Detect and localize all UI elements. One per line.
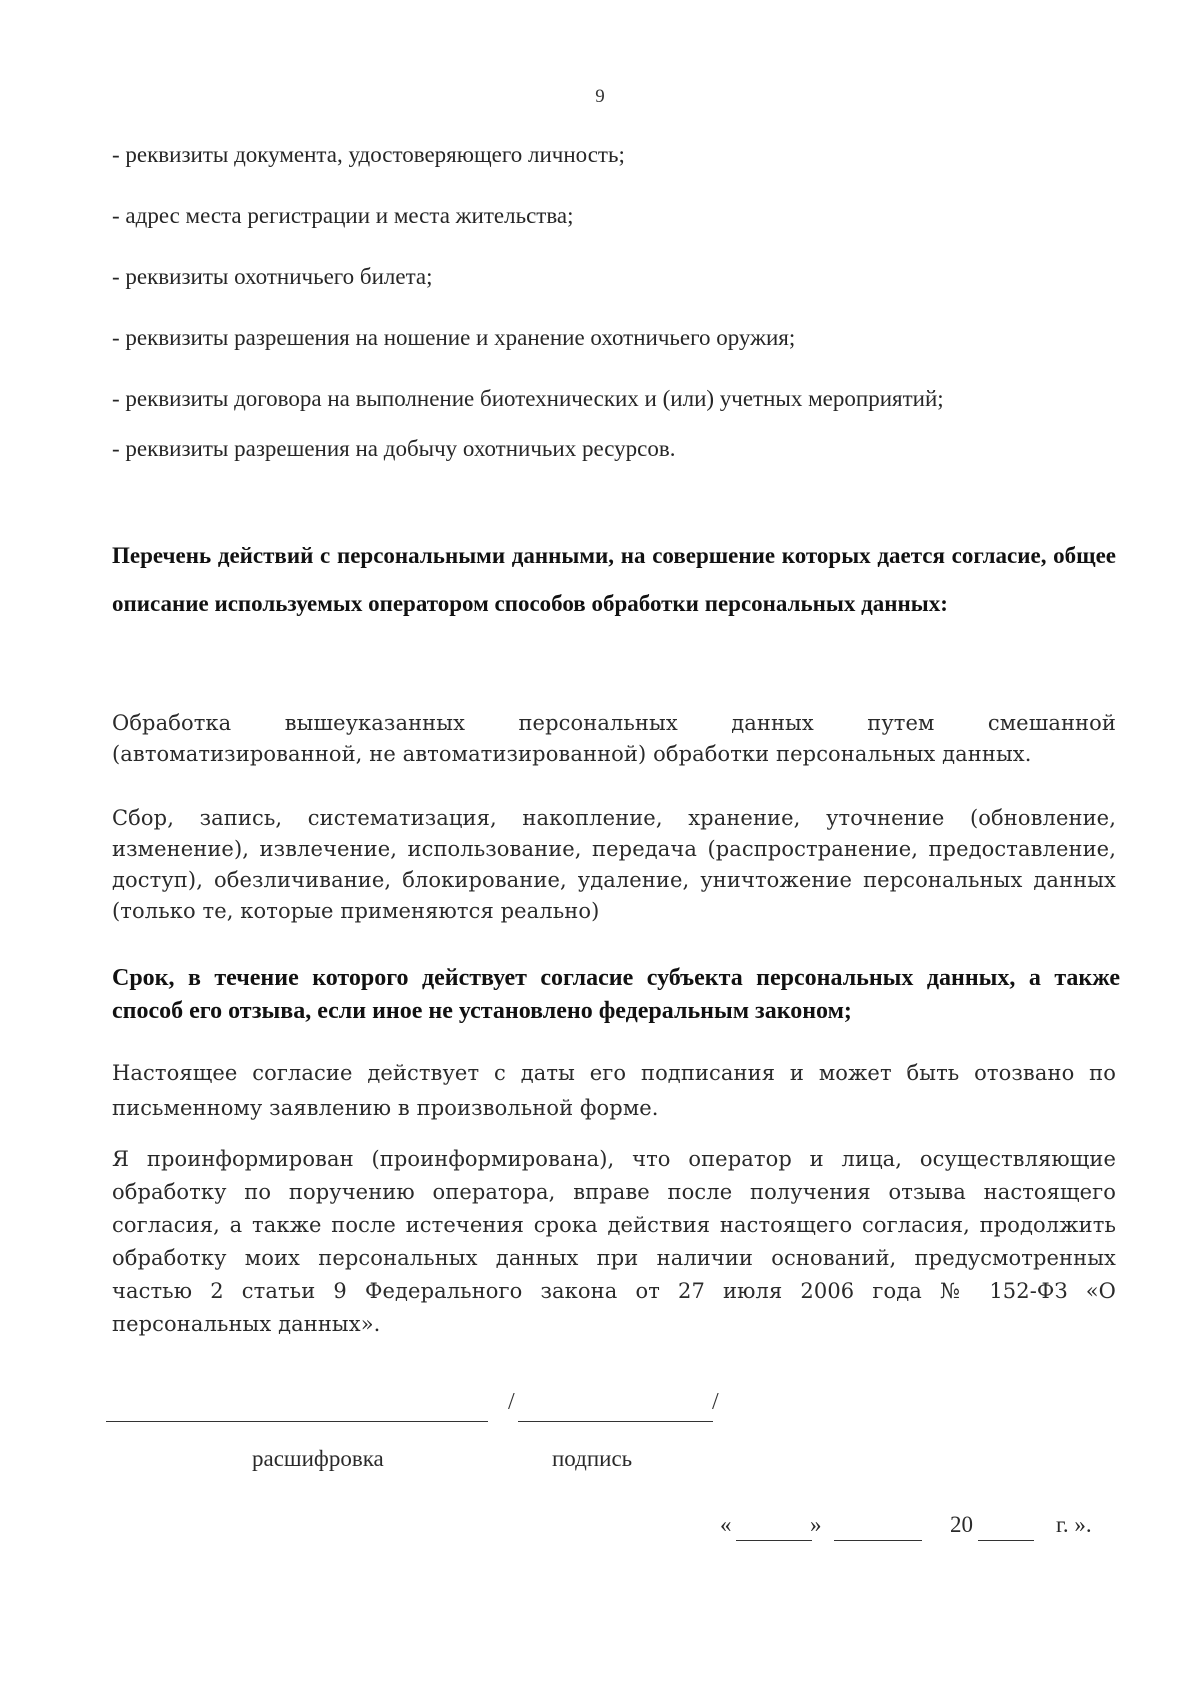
paragraph-informed: Я проинформирован (проинформирована), что оператор и лица, осуществляющие обработку по поручению оператора, вправе после получения отзыва настоящего согласия, а также после истечения срока действия настоящего согласия, продолжить обработку моих персональных данных при наличии оснований, предусмотренных частью 2 статьи 9 Федерального закона от 27 июля 2006 года № 152-ФЗ «О персональных данных». xyxy=(112,1147,1116,1336)
date-line xyxy=(720,1512,1120,1552)
date-year-blank xyxy=(978,1540,1034,1541)
list-item: - адрес места регистрации и места жительства; xyxy=(112,203,574,228)
date-close-quote: » xyxy=(810,1512,822,1537)
list-item: - реквизиты разрешения на ношение и хранение охотничьего оружия; xyxy=(112,325,796,350)
signature-slash-left: / xyxy=(508,1389,515,1415)
page-number: 9 xyxy=(595,86,605,107)
signature-line xyxy=(518,1421,713,1422)
list-item: - реквизиты охотничьего билета; xyxy=(112,264,433,289)
heading-term: Срок, в течение которого действует согласие субъекта персональных данных, а также способ его отзыва, если иное не установлено федеральным законом; xyxy=(112,965,1120,1024)
date-suffix: г. ». xyxy=(1056,1512,1092,1537)
date-open-quote: « xyxy=(720,1512,732,1537)
caption-signature: подпись xyxy=(552,1446,633,1471)
list-item: - реквизиты договора на выполнение биотехнических и (или) учетных мероприятий; xyxy=(112,386,944,411)
list-item: - реквизиты разрешения на добычу охотничьих ресурсов. xyxy=(112,436,676,461)
caption-decoding: расшифровка xyxy=(252,1446,384,1471)
paragraph-term: Настоящее согласие действует с даты его подписания и может быть отозвано по письменному заявлению в произвольной форме. xyxy=(112,1061,1116,1120)
list-item: - реквизиты документа, удостоверяющего личность; xyxy=(112,142,625,167)
date-month-blank xyxy=(834,1540,922,1541)
date-year-prefix: 20 xyxy=(950,1512,973,1537)
decoding-line xyxy=(106,1421,488,1422)
personal-data-list xyxy=(112,138,1112,466)
paragraph-processing: Обработка вышеуказанных персональных данных путем смешанной (автоматизированной, не автоматизированной) обработки персональных данных. xyxy=(112,711,1116,766)
paragraph-actions: Сбор, запись, систематизация, накопление, хранение, уточнение (обновление, изменение), извлечение, использование, передача (распространение, предоставление, доступ), обезличивание, блокирование, удаление, уничтожение персональных данных (только те, которые применяются реально) xyxy=(112,806,1116,923)
date-day-blank xyxy=(736,1540,812,1541)
heading-actions: Перечень действий с персональными данными, на совершение которых дается согласие, общее описание используемых оператором способов обработки персональных данных: xyxy=(112,543,1116,616)
signature-slash-right: / xyxy=(712,1389,719,1415)
